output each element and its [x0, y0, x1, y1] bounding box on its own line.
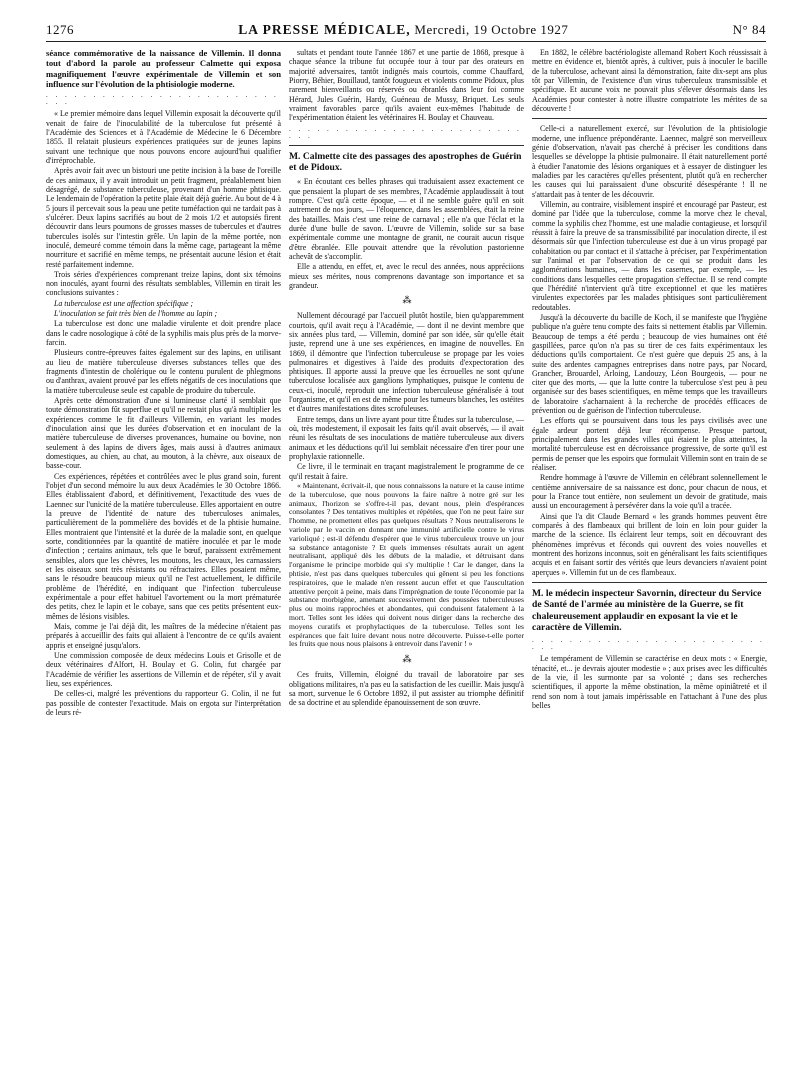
issue-number: N° 84: [732, 22, 766, 37]
journal-title: LA PRESSE MÉDICALE,: [238, 22, 411, 37]
section-heading: M. le médecin inspecteur Savornin, directeur du Service de Santé de l'armée au ministère de la Guerre, se fit chaleureusement applaudir en exposant la vie et le caractère de Villemin.: [532, 588, 762, 633]
paragraph: sultats et pendant toute l'année 1867 et une partie de 1868, presque à chaque séance la tribune fut occupée tour à tour par des orateurs en majorité adversaires, tantôt indignés mais courtois, comme Chauffard, Piorry, Béhier, Bouillaud, tantôt fougueux et violents comme Pidoux, plus rarement bienveillants ou réservés ou ébranlés dans leur foi comme Hérard, Jules Guérin, Hardy, Guéneau de Mussy, Briquet. Les seuls vraiment favorables parce qu'ils avaient eux-mêmes l'habitude de l'expérimentation étaient les vétérinaires H. Boulay et Chauveau.: [289, 48, 524, 123]
paragraph: Plusieurs contre-épreuves faites également sur des lapins, en utilisant au lieu de matière tuberculeuse diverses substances telles que des fragments d'intestin de cholérique ou le contenu purulent de phlegmons ou d'anthrax, avaient prouvé par les effets négatifs de ces inoculations que la matière tuberculeuse seule est capable de produire du tubercule.: [46, 348, 281, 395]
paragraph: Ces fruits, Villemin, éloigné du travail de laboratoire par ses obligations militaires, n'a pas eu la satisfaction de les cueillir. Mais jusqu'à sa mort, survenue le 6 Octobre 1892, il put assister au triomphe définitif de sa doctrine et au splendide épanouissement de son œuvre.: [289, 670, 524, 708]
page-header: [46, 22, 766, 42]
paragraph: Mais, comme je l'ai déjà dit, les maîtres de la médecine n'étaient pas préparés à accueillir des faits qui allaient à l'encontre de ce qu'ils avaient appris et enseigné jusqu'alors.: [46, 621, 281, 650]
paragraph: Après avoir fait avec un bistouri une petite incision à la base de l'oreille de ces animaux, il y avait introduit un petit fragment, préalablement bien désagrégé, de substance tuberculeuse, provenant d'un homme phtisique. Le lendemain de l'opération la petite plaie était déjà guérie. Au bout de 4 à 5 jours il percevait sous la peau une petite tuméfaction qui ne tardait pas à s'ulcérer. Deux lapins sacrifiés au bout de 2 mois 1/2 et autopsiés firent découvrir dans leurs poumons de grosses masses de tubercules et d'autres tubercules isolés sur l'intestin grêle. Un lapin de la même portée, non inoculé, demeuré comme témoin dans la même cage, partageant la même nourriture et sacrifié en même temps, ne présentait aucune lésion et était resté parfaitement indemne.: [46, 166, 281, 269]
paragraph: Une commission composée de deux médecins Louis et Grisolle et de deux vétérinaires d'Alfort, H. Boulay et G. Colin, fut chargée par l'Académie de vérifier les assertions de Villemin et de répéter, s'il y avait lieu, ses expériences.: [46, 650, 281, 688]
dotted-separator: . . . . . . . . . . . . . . . . . . . . . . . . . . . .: [289, 124, 522, 140]
section-heading: M. Calmette cite des passages des apostrophes de Guérin et de Pidoux.: [289, 150, 522, 173]
paragraph: Le tempérament de Villemin se caractérise en deux mots : « Energie, ténacité, et... je devrais ajouter modestie » ; aux prises avec les difficultés de la vie, il les surmonte par sa volonté ; dans ses recherches scientifiques, il apporte la même obstination, la même opiniâtreté et il rend son nom à tout jamais impérissable en l'attachant à l'une des plus belles: [532, 654, 767, 710]
paragraph: Elle a attendu, en effet, et, avec le recul des années, nous appréciions mieux ses mérites, nous comprenons davantage son importance et sa grandeur.: [289, 262, 524, 290]
paragraph: « En écoutant ces belles phrases qui traduisaient assez exactement ce que pensaient la plupart de ses membres, l'Académie applaudissait à tout rompre. C'est qu'à cette époque, — et il ne semble guère qu'il en soit autrement de nos jours, — l'éloquence, dans les assemblées, était la reine des batailles. Mais c'est une reine de carnaval ; elle n'a que l'éclat et la durée d'une bulle de savon. L'œuvre de Villemin, solide sur sa base expérimentale comme une montagne de granit, ne courait aucun risque d'être ébranlée. Elle pouvait attendre que la révolution pastorienne achevât de s'accomplir.: [289, 177, 524, 261]
asterism-ornament: ⁂: [402, 654, 411, 665]
paragraph: Jusqu'à la découverte du bacille de Koch, il se manifeste que l'hygiène publique n'a guère tenu compte des faits si nettement établis par Villemin. Beaucoup de temps a été perdu ; beaucoup de vies humaines ont été gaspillées, parce qu'on n'a pas su tirer de ces faits expérimentaux les déductions qu'ils comportaient. Ce n'est guère que depuis 25 ans, à la suite des ardentes campagnes entreprises dans notre pays, par Nocard, Grancher, Brouardel, Arloing, Landouzy, Léon Bourgeois, — pour ne citer que des morts, — que la lutte contre la tuberculose s'est peu à peu organisée sur des bases scientifiques, en même temps que les travailleurs de laboratoire s'acharnaient à la recherche de procédés efficaces de prévention ou de guérison de l'infection tuberculeuse.: [532, 312, 767, 416]
section-rule: [532, 582, 767, 583]
issue-date: Mercredi, 19 Octobre 1927: [414, 22, 569, 37]
dotted-separator: . . . . . . . . . . . . . . . . . . . . . . . . . . . .: [532, 636, 765, 652]
paragraph: Ces expériences, répétées et contrôlées avec le plus grand soin, furent l'objet d'un second mémoire lu aux deux Académies le 30 Octobre 1866. Elles établissaient d'abord, et définitivement, l'exactitude des vues de Laennec sur l'unicité de la matière tuberculeuse. Elles apportaient en outre la preuve de l'identité de nature des tuberculoses animales, particulièrement de la pommelière des bovidés et de la phtisie humaine. Elles montraient que l'intensité et la durée de la maladie sont, en quelque sorte, conditionnées par la quantité de matière inoculée et par le mode d'infection ; certains animaux, tels que le bœuf, paraissent extrêmement sensibles, alors que les chèvres, les moutons, les chevaux, les carnassiers et les oiseaux sont très résistants ou réfractaires. Elles posaient même, sans le résoudre beaucoup mieux qu'il ne l'est actuellement, le difficile problème de l'hérédité, en indiquant que l'infection tuberculeuse expérimentale a pour effet habituel l'avortement ou la mort prématurée des petits, chez le lapin et le cobaye, sans que ces petits présentent eux-mêmes de lésions visibles.: [46, 471, 281, 621]
paragraph: Ainsi que l'a dit Claude Bernard « les grands hommes peuvent être comparés à des flambeaux qui brillent de loin en loin pour guider la marche de la science. Ils éclairent leur temps, soit en découvrant des phénomènes imprévus et féconds qui ouvrent des voies nouvelles et montrent des horizons inconnus, soit en généralisant les faits scientifiques acquis et en faisant sortir des vérités que leurs devanciers n'avaient point aperçues ». Villemin fut un de ces flambeaux.: [532, 511, 767, 577]
section-rule: [289, 145, 524, 146]
page-number: 1276: [46, 22, 74, 37]
section-rule: [532, 118, 767, 119]
paragraph: Rendre hommage à l'œuvre de Villemin en célébrant solennellement le centième anniversaire de sa naissance est donc, pour chacun de nous, et pour la France tout entière, non seulement un devoir de gratitude, mais aussi un encouragement à persévérer dans la voie qu'il a tracée.: [532, 473, 767, 511]
article-columns: [46, 48, 766, 1058]
dotted-separator: . . . . . . . . . . . . . . . . . . . . . . . . . . . .: [46, 91, 279, 107]
newspaper-page: [46, 22, 766, 1068]
journal-line: [238, 22, 568, 38]
column-2: [289, 48, 524, 1058]
paragraph: Après cette démonstration d'une si lumineuse clarté il semblait que toute démonstration fût superflue et qu'il ne restait plus qu'à multiplier les expériences comme le fit d'ailleurs Villemin, en variant les modes d'inoculation ainsi que les durées d'observation et en inoculant de la matière tuberculeuse de diverses provenances, humaine ou bovine, non seulement à des lapins de divers âges, mais aussi à d'autres animaux domestiques, au chien, au chat, au mouton, à la chèvre, aux oiseaux de basse-cour.: [46, 396, 281, 471]
paragraph: En 1882, le célèbre bactériologiste allemand Robert Koch réussissait à mettre en évidence et, bientôt après, à cultiver, puis à inoculer le bacille de la tuberculose, achevant ainsi la démonstration, faite dix-sept ans plus tôt par Villemin, de l'existence d'un virus tuberculeux transmissible et spécifique. Et aucune voix ne pouvait plus s'élever désormais dans les Académies pour contester à notre illustre compatriote les mérites de sa découverte !: [532, 48, 767, 113]
paragraph: Nullement découragé par l'accueil plutôt hostile, bien qu'apparemment courtois, qu'il avait reçu à l'Académie, — dont il ne devint membre que six années plus tard, — Villemin, dominé par son idée, sûr qu'elle était juste, reprend une à une ses expériences, en imagine de nouvelles. En 1869, il démontre que l'infection tuberculeuse se propage par les voies pulmonaires et digestives à l'aide des produits d'expectoration des phtisiques. Il apporte aussi la preuve que les écrouelles ne sont qu'une tuberculose localisée aux ganglions lymphatiques, puisque le contenu de ceux-ci, inoculé, reproduit une infection tuberculeuse généralisée à tout l'organisme, et qu'il en est de même pour les tumeurs blanches, les ostéites et d'autres manifestations dites scrofuleuses.: [289, 311, 524, 414]
paragraph: La tuberculose est donc une maladie virulente et doit prendre place dans le cadre nosologique à côté de la syphilis mais plus près de la morve-farcin.: [46, 319, 281, 348]
paragraph: De celles-ci, malgré les préventions du rapporteur G. Colin, il ne fut pas possible de contester l'exactitude. Mais on ergota sur l'interprétation de leurs ré-: [46, 689, 281, 717]
paragraph: « Le premier mémoire dans lequel Villemin exposait la découverte qu'il venait de faire de l'inoculabilité de la tuberculose fut présenté à l'Académie des Sciences et à l'Académie de Médecine le 6 Décembre 1855. Il relatait plusieurs expériences pratiquées sur de jeunes lapins suivant une technique que nous pouvons encore aujourd'hui qualifier d'irréprochable.: [46, 109, 281, 165]
column-3: [532, 48, 767, 1058]
paragraph: Villemin, au contraire, visiblement inspiré et encouragé par Pasteur, est dominé par l'idée que la tuberculose, comme la morve chez le cheval, comme la syphilis chez l'homme, est une maladie contagieuse, et lorsqu'il réussit à faire la preuve de sa transmissibilité par inoculation directe, il est désormais sûr que l'infection tuberculeuse est due à un virus propagé par cohabitation ou par contact et il s'attache à préciser, par l'expérimentation sur l'animal et par l'observation de ce qui se produit dans les agglomérations humaines, — dans les casernes, par exemple, — les conditions dans lesquelles cette propagation s'effectue. Il se rend compte que l'hérédité n'intervient qu'à titre exceptionnel et que les matières virulentes expectorées par les malades phtisiques sont particulièrement redoutables.: [532, 199, 767, 312]
asterism-ornament: ⁂: [402, 295, 411, 306]
paragraph: Trois séries d'expériences comprenant treize lapins, dont six témoins non inoculés, ayant fourni des résultats semblables, Villemin en tirait les conclusions suivantes :: [46, 269, 281, 298]
paragraph: Les efforts qui se poursuivent dans tous les pays civilisés avec une égale ardeur portent déjà leur récompense. Presque partout, principalement dans les grandes villes qui étaient le plus atteintes, la mortalité tuberculeuse est en décroissance progressive, de sorte qu'il est permis de penser que les espoirs que formulait Villemin sont en train de se réaliser.: [532, 416, 767, 473]
column-1: [46, 48, 281, 1058]
conclusion-line: L'inoculation se fait très bien de l'homme au lapin ;: [54, 309, 218, 319]
lead-paragraph: séance commémorative de la naissance de Villemin. Il donna tout d'abord la parole au professeur Calmette qui exposa magnifiquement l'œuvre expérimentale de Villemin et son influence sur l'évolution de la phtisiologie moderne.: [46, 48, 281, 89]
paragraph: Entre temps, dans un livre ayant pour titre Études sur la tuberculose, — où, très modestement, il exposait les faits qu'il avait observés, — il avait réuni les résultats de ses inoculations de matière tuberculeuse aux divers animaux et les déductions qu'il lui semblait nécessaire d'en tirer pour une prophylaxie rationnelle.: [289, 414, 524, 462]
block-quote: [289, 482, 524, 649]
paragraph: Ce livre, il le terminait en traçant magistralement le programme de ce qu'il restait à faire.: [289, 462, 524, 481]
quote-paragraph: « Maintenant, écrivait-il, que nous connaissons la nature et la cause intime de la tuberculose, que nous pouvons la faire naître à notre gré sur les animaux, l'horizon se s'offre-t-il pas, devant nous, plein d'espérances consolantes ? Des tentatives multiples et répétées, que l'on ne peut faire sur l'homme, ne promettent elles pas quelques résultats ? Nous neutraliserons le variole par le vaccin en donnant une immunité artificielle contre le virus varioliqué ; est-il défendu d'espérer que le virus tuberculeux trouve un jour sa substance antagoniste ? Et quels immenses résultats aurait un agent neutralisant, appliqué dès les débuts de la maladie, et détruisant dans l'organisme le principe morbide qui s'y multiplie ! Car le danger, dans la phtisie, n'est pas dans quelques tubercules qui gênent si peu les fonctions respiratoires, que le malade n'en ressent aucun effet et que l'auscultation attentive perçoit à peine, mais dans l'imprégnation de toute l'économie par la substance morbigène, amenant successivement des poussées tuberculeuses plus ou moins rapprochées et abondantes, qui conduisent fatalement à la mort. Telles sont les idées qui doivent nous diriger dans la recherche des moyens curatifs et prophylactiques de la tuberculose. Telles sont les espérances que fait luire devant nous notre découverte. Puisse-t-elle porter les fruits que nous nous plaisons à entrevoir dans l'avenir ! »: [289, 481, 524, 649]
paragraph: Celle-ci a naturellement exercé, sur l'évolution de la phtisiologie moderne, une influence prépondérante. Laennec, malgré son merveilleux génie d'observation, n'avait pas cherché à préciser les conditions dans lesquelles se développe la phtisie pulmonaire. Il était naturellement porté à étudier l'anatomie des lésions organiques et à essayer de distinguer les maladies par les caractères qu'elles présentent, plutôt qu'à en rechercher les causes qui lui paraissaient d'une obscurité désespérante ! Il ne s'attardait pas à tenter de les découvrir.: [532, 124, 767, 199]
conclusion-line: La tuberculose est une affection spécifique ;: [54, 298, 194, 308]
